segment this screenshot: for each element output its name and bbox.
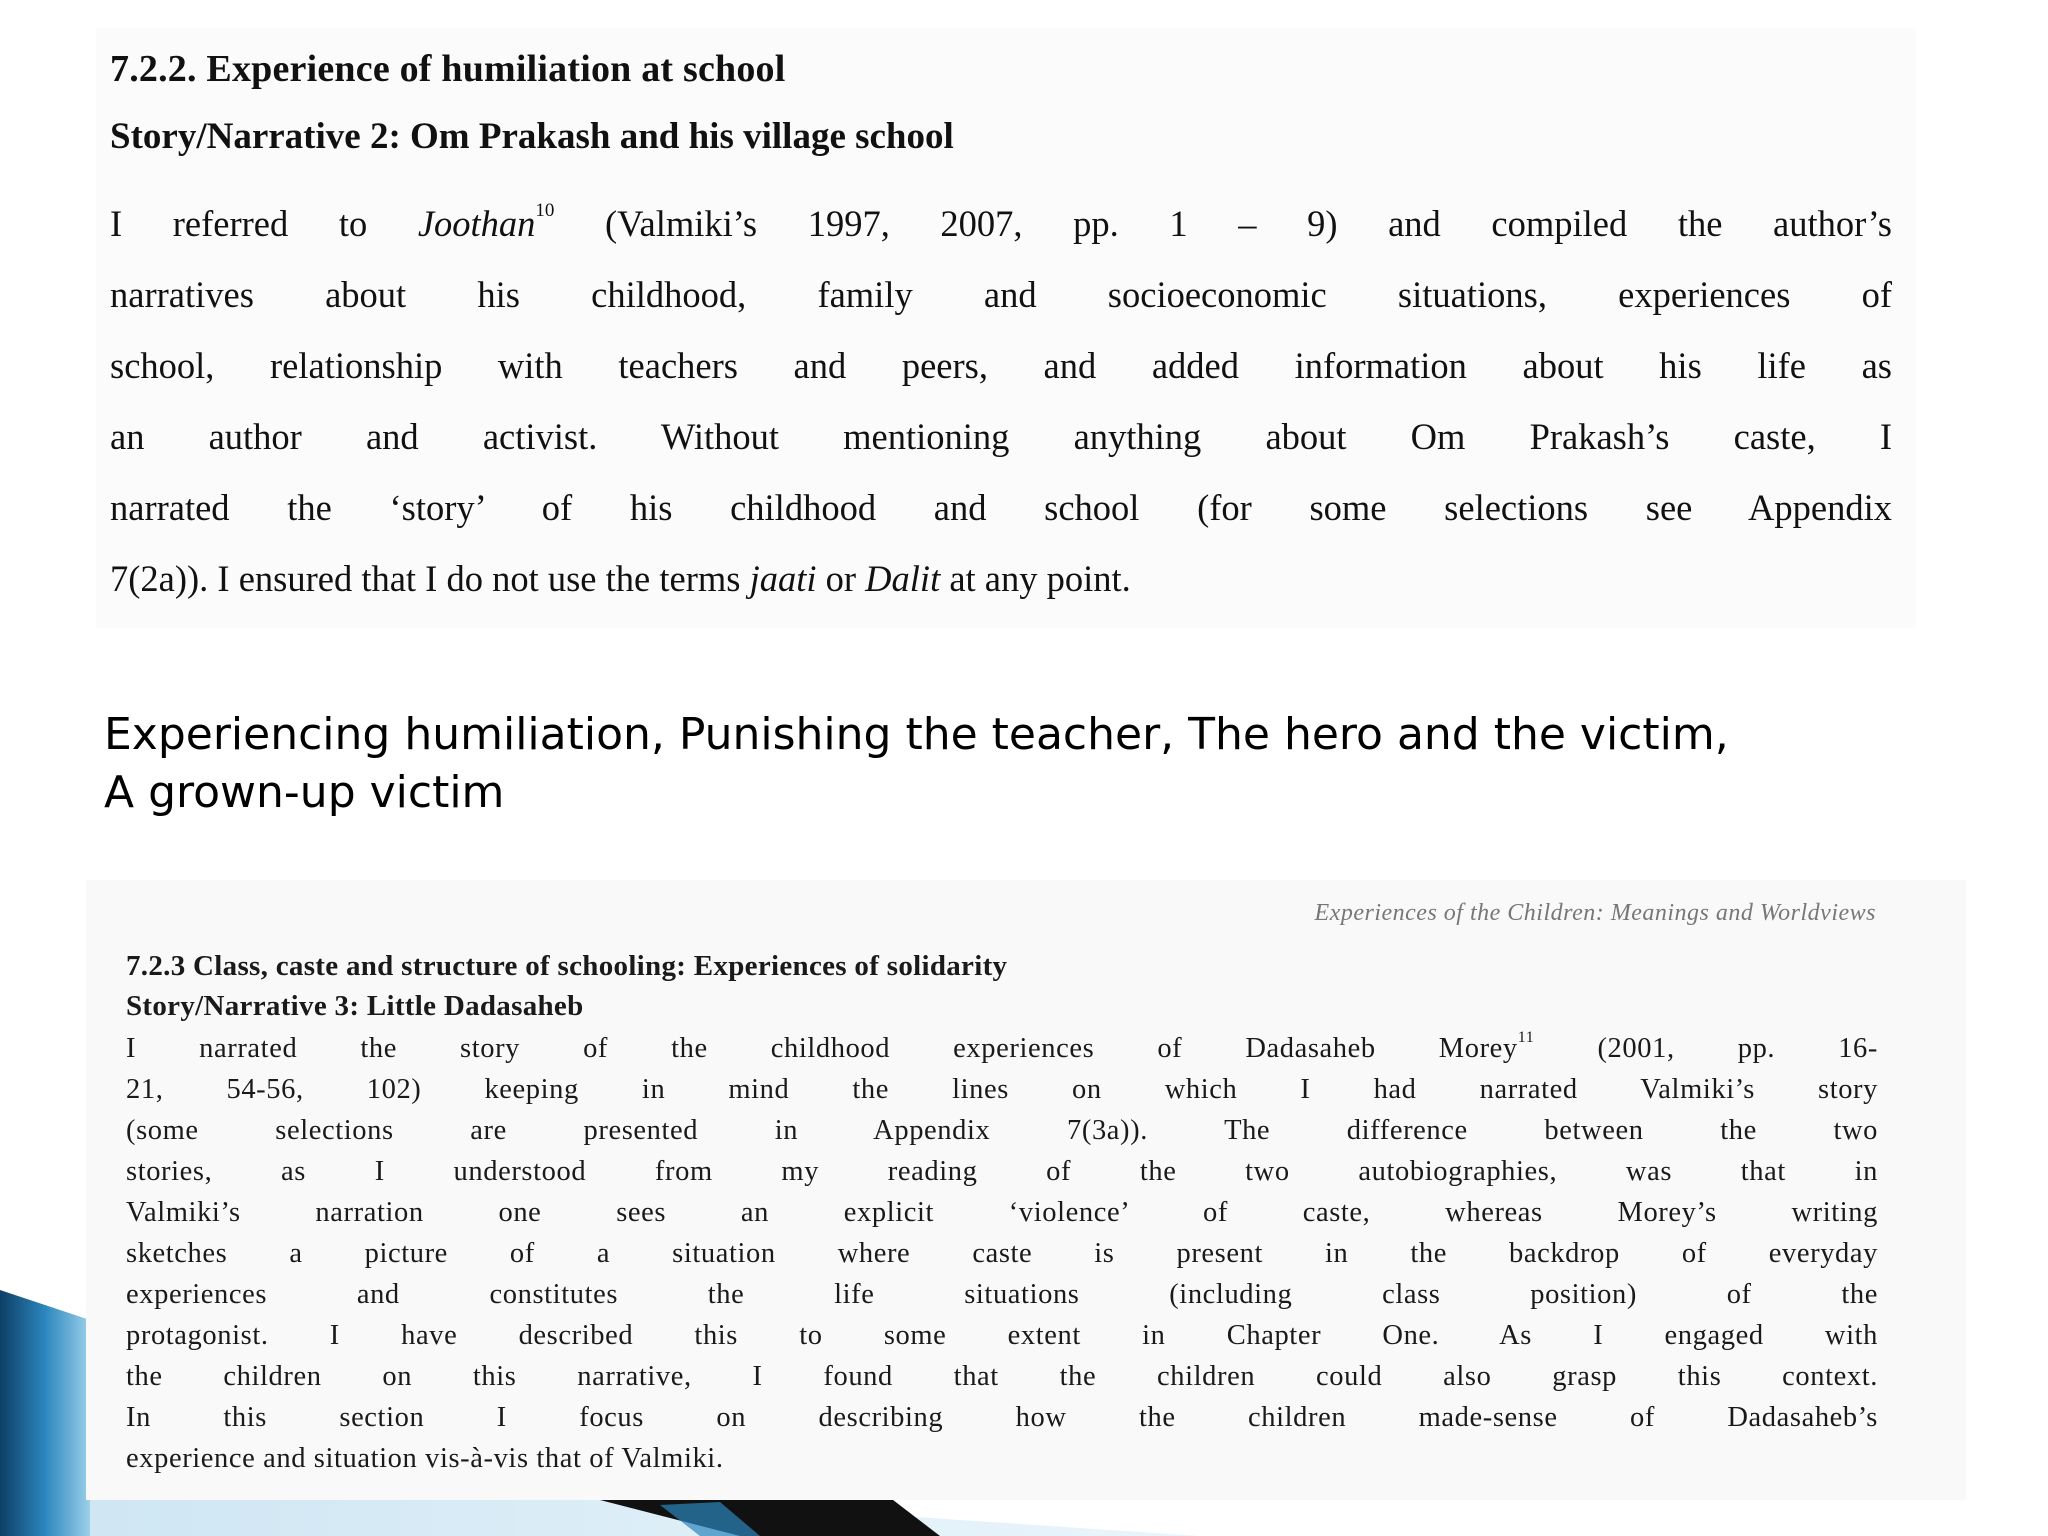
paragraph-line: 21, 54-56, 102) keeping in mind the lines on which I had narrated Valmiki’s story <box>126 1074 1878 1105</box>
paragraph-line <box>110 543 1892 614</box>
paragraph-line: narrated the ‘story’ of his childhood and school (for some selections see Appendix <box>110 487 1892 528</box>
text-fragment: or <box>816 558 866 599</box>
paragraph-line <box>126 1028 1878 1069</box>
bottom-document-excerpt <box>86 880 1966 1500</box>
blue-accent-wedge <box>660 1502 760 1536</box>
paragraph-line: experiences and constitutes the life situations (including class position) of the <box>126 1279 1878 1310</box>
paragraph-line: an author and activist. Without mentioning anything about Om Prakash’s caste, I <box>110 416 1892 457</box>
blue-corner-wedge <box>0 1290 90 1536</box>
paragraph-line: sketches a picture of a situation where caste is present in the backdrop of everyday <box>126 1238 1878 1269</box>
paragraph-line: the children on this narrative, I found that the children could also grasp this context. <box>126 1361 1878 1392</box>
text-fragment: 7(2a)). I ensured that I do not use the terms <box>110 558 750 599</box>
section-heading-7-2-3: 7.2.3 Class, caste and structure of schooling: Experiences of solidarity <box>126 950 1008 982</box>
text-fragment: I narrated the story of the childhood experiences of Dadasaheb Morey <box>126 1033 1518 1064</box>
book-title: Joothan <box>417 203 536 244</box>
narrative-2-paragraph <box>110 188 1892 614</box>
text-fragment: (Valmiki’s 1997, 2007, pp. 1 – 9) and compiled the author’s <box>554 203 1892 244</box>
text-fragment: I referred to <box>110 203 418 244</box>
italic-term: jaati <box>749 558 817 599</box>
caption-line: A grown-up victim <box>104 767 505 818</box>
text-fragment: at any point. <box>940 558 1131 599</box>
running-header: Experiences of the Children: Meanings and Worldviews <box>1314 900 1876 926</box>
top-document-excerpt <box>96 28 1916 628</box>
paragraph-line: experience and situation vis-à-vis that of Valmiki. <box>126 1443 724 1474</box>
paragraph-line <box>110 188 1892 259</box>
paragraph-line: Valmiki’s narration one sees an explicit ‘violence’ of caste, whereas Morey’s writing <box>126 1197 1878 1228</box>
text-fragment: (2001, pp. 16- <box>1534 1033 1879 1064</box>
section-heading-7-2-2: 7.2.2. Experience of humiliation at school <box>110 48 786 90</box>
footnote-marker: 11 <box>1517 1029 1535 1046</box>
narrative-3-heading: Story/Narrative 3: Little Dadasaheb <box>126 990 584 1022</box>
narrative-2-heading: Story/Narrative 2: Om Prakash and his village school <box>110 116 954 157</box>
paragraph-line: (some selections are presented in Appendix 7(3a)). The difference between the two <box>126 1115 1878 1146</box>
narrative-3-paragraph <box>126 1028 1878 1479</box>
paragraph-line: narratives about his childhood, family and socioeconomic situations, experiences of <box>110 274 1892 315</box>
footnote-marker: 10 <box>535 200 555 221</box>
caption-line: Experiencing humiliation, Punishing the teacher, The hero and the victim, <box>104 709 1729 760</box>
paragraph-line: In this section I focus on describing how the children made-sense of Dadasaheb’s <box>126 1402 1878 1433</box>
paragraph-line: school, relationship with teachers and peers, and added information about his life as <box>110 345 1892 386</box>
slide-caption <box>104 706 2004 822</box>
paragraph-line: stories, as I understood from my reading of the two autobiographies, was that in <box>126 1156 1878 1187</box>
italic-term: Dalit <box>865 558 941 599</box>
paragraph-line: protagonist. I have described this to some extent in Chapter One. As I engaged with <box>126 1320 1878 1351</box>
